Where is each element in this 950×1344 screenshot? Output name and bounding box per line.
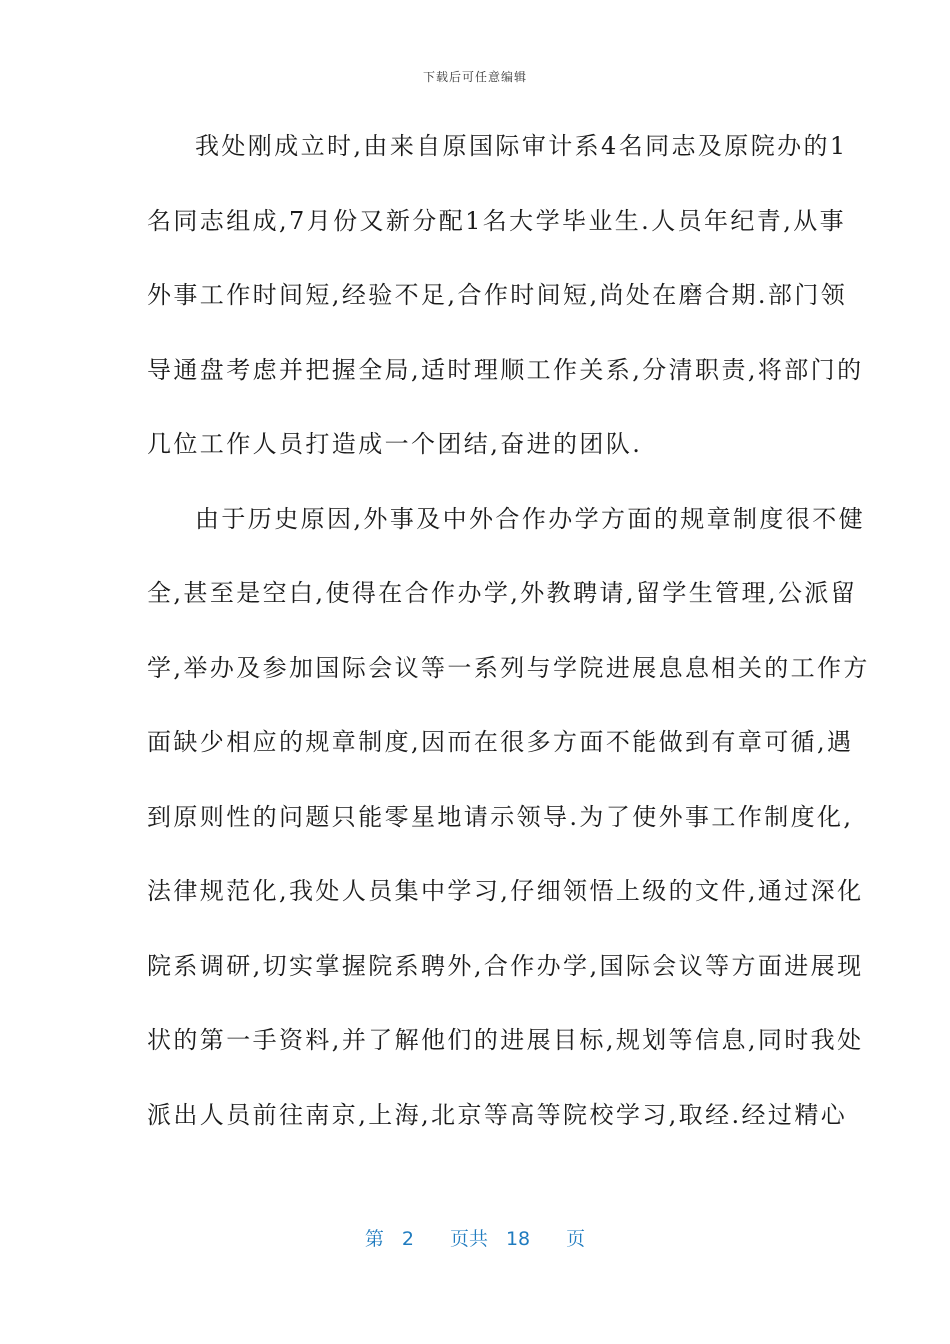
text-line: 名同志组成,7月份又新分配1名大学毕业生.人员年纪青,从事	[147, 206, 847, 235]
paragraph-2	[147, 495, 870, 1166]
text-line: 导通盘考虑并把握全局,适时理顺工作关系,分清职责,将部门的	[147, 355, 864, 384]
text-line: 外事工作时间短,经验不足,合作时间短,尚处在磨合期.部门领	[147, 281, 848, 309]
text-line: 状的第一手资料,并了解他们的进展目标,规划等信息,同时我处	[147, 1026, 864, 1054]
text-line: 面缺少相应的规章制度,因而在很多方面不能做到有章可循,遇	[147, 728, 854, 756]
text-line: 院系调研,切实掌握院系聘外,合作办学,国际会议等方面进展现	[147, 951, 864, 980]
footer-middle: 页共	[449, 1228, 488, 1250]
footer-prefix: 第	[364, 1228, 384, 1250]
document-body	[147, 122, 870, 1165]
current-page-number: 2	[401, 1228, 414, 1250]
text-line: 学,举办及参加国际会议等一系列与学院进展息息相关的工作方	[147, 653, 870, 682]
footer-suffix: 页	[566, 1228, 586, 1250]
text-line: 全,甚至是空白,使得在合作办学,外教聘请,留学生管理,公派留	[147, 579, 858, 607]
page-header: 下载后可任意编辑	[422, 70, 527, 84]
text-line: 由于历史原因,外事及中外合作办学方面的规章制度很不健	[195, 504, 866, 533]
paragraph-1	[147, 122, 864, 495]
page-footer	[0, 1224, 950, 1251]
text-line: 到原则性的问题只能零星地请示领导.为了使外事工作制度化,	[147, 802, 854, 831]
text-line: 几位工作人员打造成一个团结,奋进的团队.	[147, 430, 643, 458]
text-line: 我处刚成立时,由来自原国际审计系4名同志及原院办的1	[195, 132, 848, 160]
text-line: 法律规范化,我处人员集中学习,仔细领悟上级的文件,通过深化	[147, 877, 864, 905]
total-pages-number: 18	[505, 1228, 531, 1250]
text-line: 派出人员前往南京,上海,北京等高等院校学习,取经.经过精心	[147, 1100, 848, 1129]
